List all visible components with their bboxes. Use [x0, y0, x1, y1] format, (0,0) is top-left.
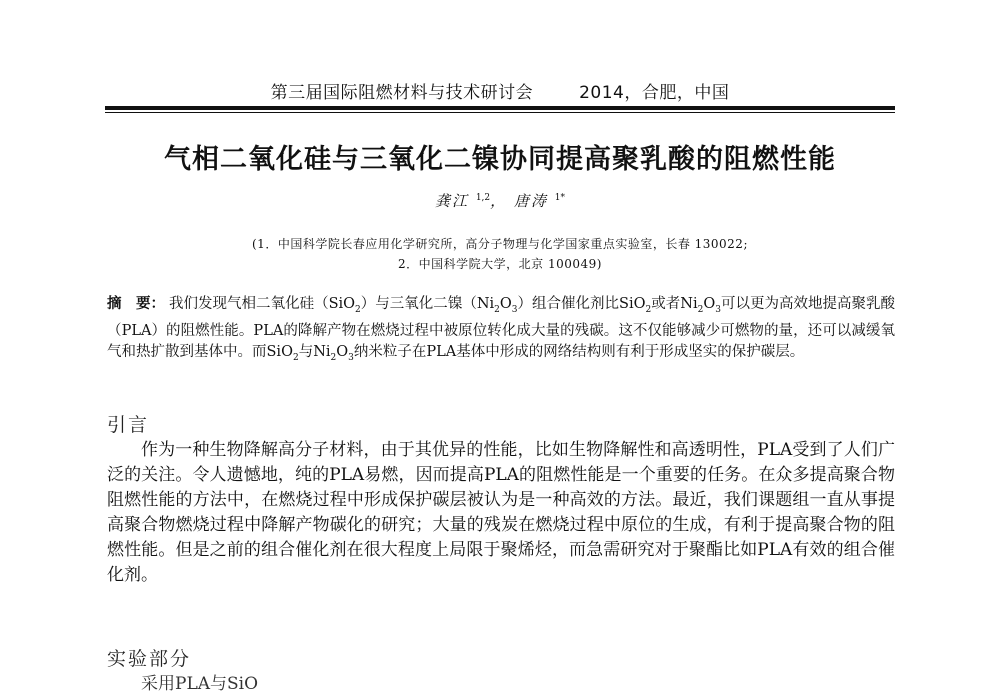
- abstract-text: 与Ni: [298, 343, 331, 360]
- abstract-text: 或者Ni: [651, 296, 698, 312]
- section-heading-experimental: 实验部分: [107, 648, 192, 670]
- section-heading-introduction: 引言: [107, 414, 150, 436]
- subscript: 2: [330, 352, 337, 363]
- abstract-text: 我们发现气相二氧化硅（SiO: [169, 296, 356, 312]
- conference-header: [0, 78, 1000, 103]
- abstract-paragraph: [107, 294, 895, 369]
- subscript: 2: [645, 304, 652, 315]
- header-rule-thick: [105, 106, 895, 110]
- subscript: 3: [715, 304, 721, 315]
- author-name: 龚江: [435, 192, 470, 210]
- subscript: 2: [697, 304, 704, 315]
- conference-date-place: 2014，合肥，中国: [579, 83, 730, 103]
- author-line: [0, 190, 1000, 211]
- author-separator: ，: [490, 192, 508, 210]
- author-name: 唐涛: [513, 192, 548, 210]
- subscript: 2: [355, 304, 361, 315]
- subscript: 3: [348, 352, 354, 363]
- abstract-text: O: [703, 296, 716, 312]
- subscript: 2: [292, 352, 299, 363]
- affiliation-2: 2．中国科学院大学，北京 100049): [398, 257, 602, 271]
- abstract-text: O: [336, 343, 349, 360]
- abstract-text: 纳米粒子在PLA基体中形成的网络结构则有利于形成坚实的保护碳层。: [353, 343, 805, 360]
- abstract-text: O: [499, 296, 512, 312]
- author-affiliation-marker: 1*: [554, 193, 565, 203]
- affiliation-1: (1．中国科学院长春应用化学研究所，高分子物理与化学国家重点实验室，长春 130022;: [252, 237, 748, 251]
- abstract-text: ）与三氧化二镍（Ni: [360, 296, 495, 312]
- abstract-label: 摘 要：: [107, 296, 166, 312]
- author-affiliation-marker: 1,2: [475, 193, 491, 203]
- experimental-paragraph-partial: 采用PLA与SiO: [141, 674, 259, 694]
- abstract-text: 可以更为高效地提高聚乳酸（PLA）的阻燃性能。PLA的降解产物在燃烧过程中被原位转化成大量的残碳。这不仅能够减少可燃物的量，还可以减缓氧气和热扩散到基体中。而SiO: [107, 296, 896, 360]
- paper-title: 气相二氧化硅与三氧化二镍协同提高聚乳酸的阻燃性能: [164, 144, 836, 175]
- abstract-text: ）组合催化剂比SiO: [517, 296, 646, 312]
- subscript: 3: [511, 304, 518, 315]
- introduction-paragraph: 作为一种生物降解高分子材料，由于其优异的性能，比如生物降解性和高透明性，PLA受到了人们广泛的关注。令人遗憾地，纯的PLA易燃，因而提高PLA的阻燃性能是一个重要的任务。在众多提高聚合物阻燃性能的方法中，在燃烧过程中形成保护碳层被认为是一种高效的方法。最近，我们课题组一直从事提高聚合物燃烧过程中降解产物碳化的研究；大量的残炭在燃烧过程中原位的生成，有利于提高聚合物的阻燃性能。但是之前的组合催化剂在很大程度上局限于聚烯烃，而急需研究对于聚酯比如PLA有效的组合催化剂。: [107, 440, 895, 585]
- conference-name: 第三届国际阻燃材料与技术研讨会: [270, 83, 534, 103]
- subscript: 2: [494, 304, 500, 315]
- header-rule-thin: [105, 112, 895, 113]
